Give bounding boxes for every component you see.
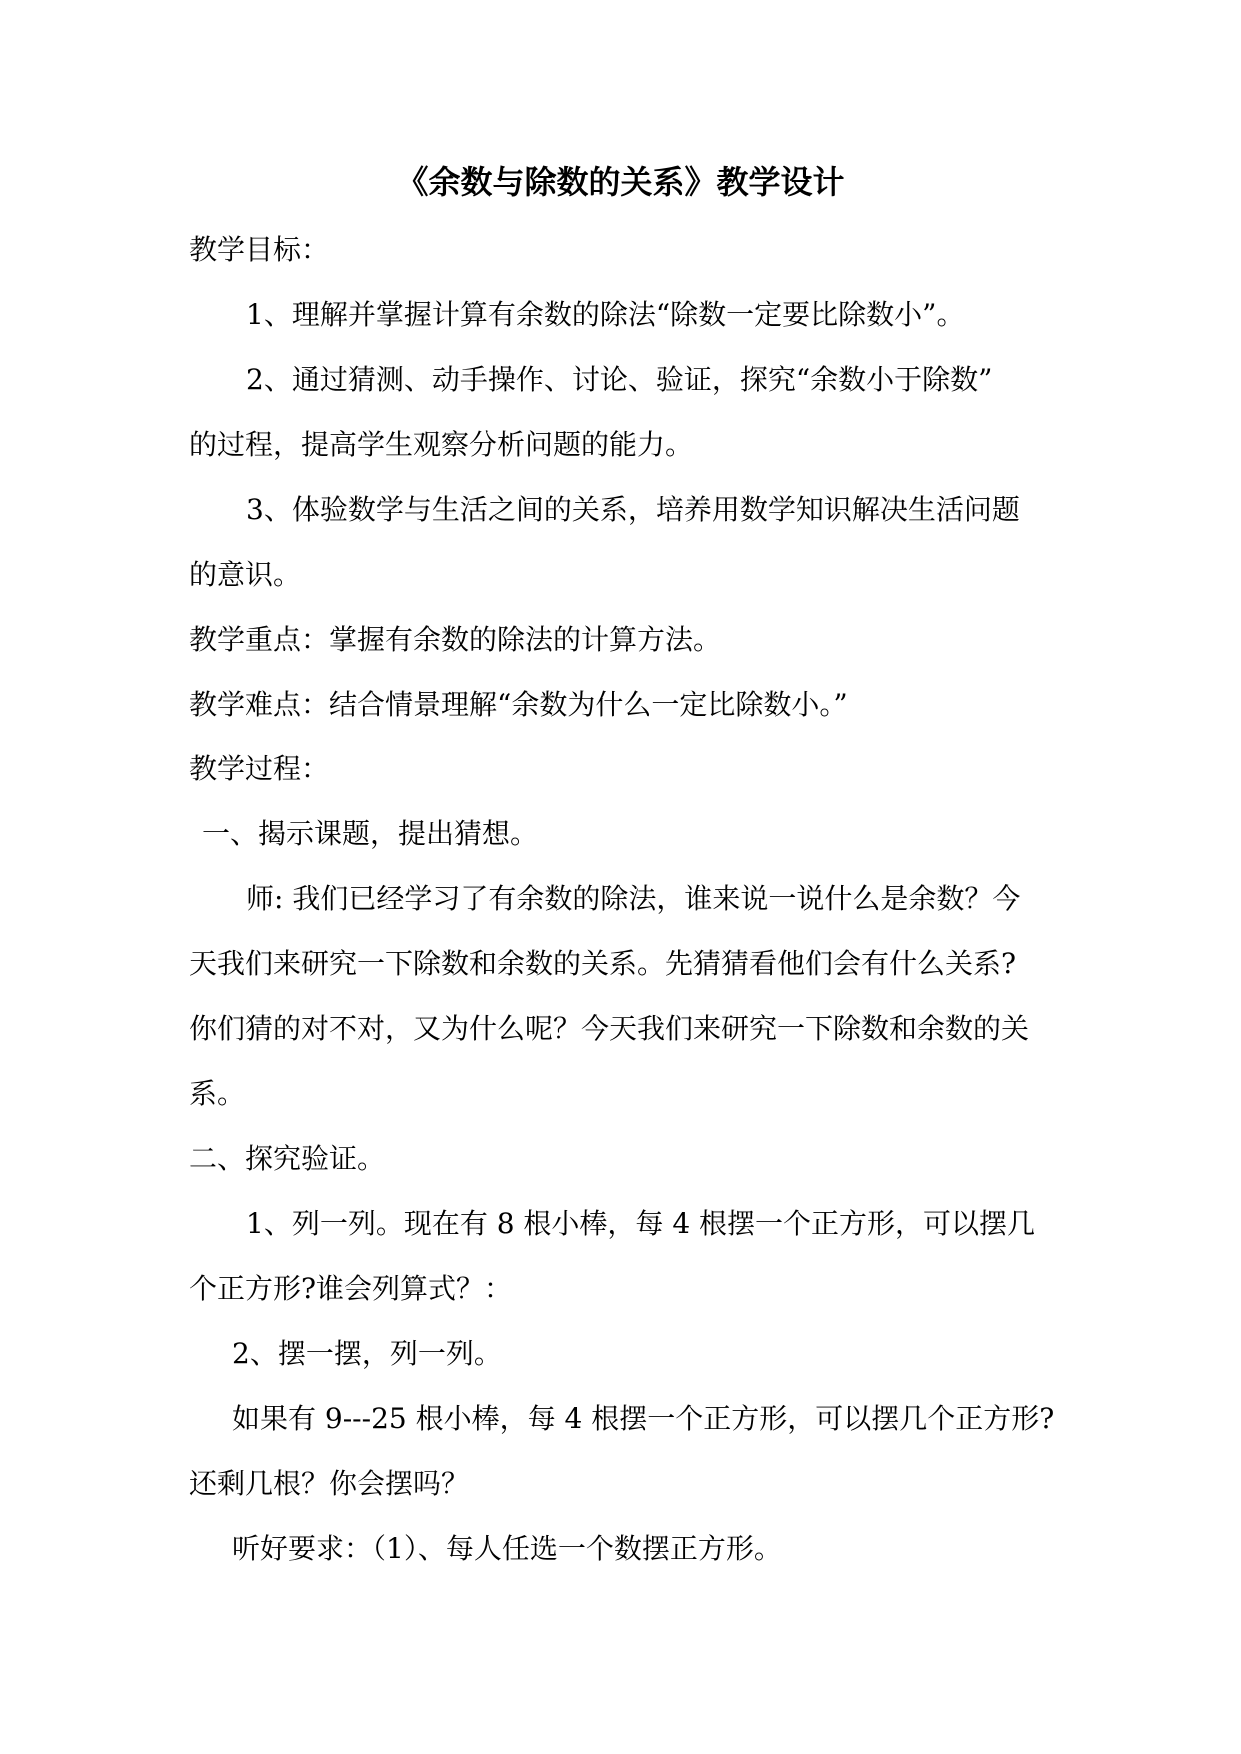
- paragraph-line: 个正方形?谁会列算式？：: [189, 1272, 513, 1305]
- paragraph-line: 教学目标：: [189, 233, 330, 266]
- paragraph-line: 你们猜的对不对，又为什么呢？今天我们来研究一下除数和余数的关: [189, 1012, 1030, 1045]
- paragraph-line: 一、揭示课题，提出猜想。: [202, 817, 539, 850]
- paragraph-line: 师: 我们已经学习了有余数的除法，谁来说一说什么是余数？今: [246, 882, 1021, 915]
- paragraph-line: 3、体验数学与生活之间的关系，培养用数学知识解决生活问题: [246, 493, 1020, 526]
- paragraph-line: 二、探究验证。: [189, 1142, 386, 1175]
- document-title: 《余数与除数的关系》教学设计: [396, 163, 845, 201]
- paragraph-line: 听好要求：（1）、每人任选一个数摆正方形。: [232, 1532, 782, 1565]
- paragraph-line: 1、理解并掌握计算有余数的除法“除数一定要比除数小”。: [246, 298, 965, 331]
- paragraph-line: 天我们来研究一下除数和余数的关系。先猜猜看他们会有什么关系?: [189, 947, 1017, 980]
- paragraph-line: 教学重点：掌握有余数的除法的计算方法。: [189, 623, 722, 656]
- paragraph-line: 教学过程：: [189, 752, 330, 785]
- paragraph-line: 2、通过猜测、动手操作、讨论、验证，探究“余数小于除数”: [246, 363, 993, 396]
- paragraph-line: 如果有 9---25 根小棒，每 4 根摆一个正方形，可以摆几个正方形?: [232, 1402, 1055, 1435]
- paragraph-line: 系。: [189, 1077, 246, 1110]
- paragraph-line: 的意识。: [189, 558, 302, 591]
- paragraph-line: 2、摆一摆，列一列。: [232, 1337, 502, 1370]
- paragraph-line: 教学难点：结合情景理解“余数为什么一定比除数小。”: [189, 688, 848, 721]
- paragraph-line: 的过程，提高学生观察分析问题的能力。: [189, 428, 694, 461]
- paragraph-line: 1、列一列。现在有 8 根小棒，每 4 根摆一个正方形，可以摆几: [246, 1207, 1036, 1240]
- paragraph-line: 还剩几根？你会摆吗？: [189, 1467, 470, 1500]
